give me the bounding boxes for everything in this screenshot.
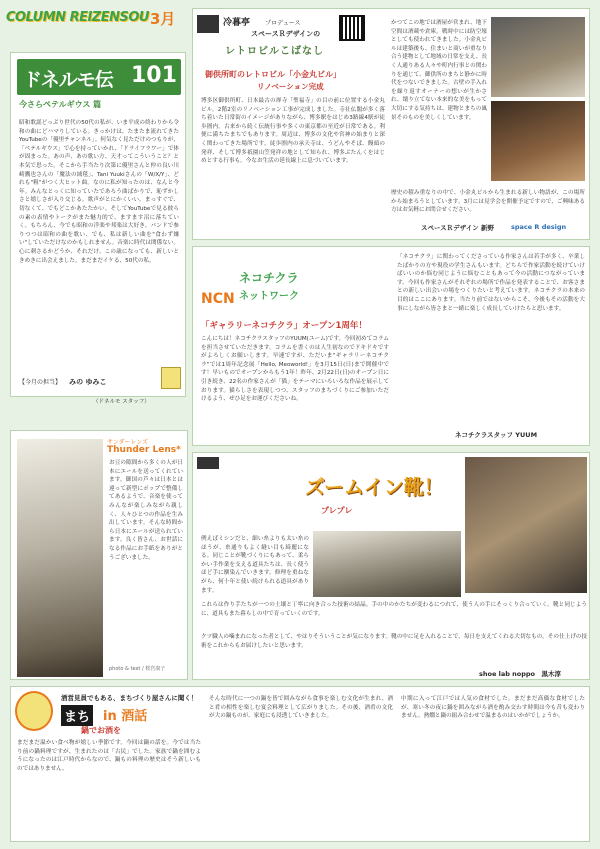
kicker: 酒営見員でもある、まちづくり屋さんに聞く！ <box>61 694 198 702</box>
design-label: スペースＲデザインの <box>251 30 321 38</box>
brand-tag <box>197 15 219 33</box>
credit: shoe lab noppo 黒木淳 <box>479 670 562 678</box>
column-machi-sake <box>10 686 590 842</box>
body-text-3: クツ職人の噛まれになった者として、やはりそういうことが気になります。靴の中に足を入れることで、毎日を支えてくれる大切なもの。その仕上げの技術をこれからもお届けしたいと思います。 <box>201 634 587 649</box>
body-text-2: これらは作り手たちが一つの土壌と丁寧に向き合った技術の結晶。手の中のかたちが変わるにつれて、使う人の手にそっくり合っていく。靴と同じように、道具もまた暮らしの中で育っていくのです。 <box>201 602 587 617</box>
body-text-2: 「ネコチクラ」に関わってくださっている作家さんは若手が多く、卒業したばかりの方や現役の学生さんもいます。どちらで作家活動を続けていけばいいのか悩む同じように悩むこともあって今の活動につながっています。今回も作家さんがそれぞれの場所で作品を発表することで、お客さまとの新しい出会いの場をつくりたいと考えています。ネコチクラの本来の目的はここにあります。当たり前ではないからこそ、今後もその活動を大事にしながら皆さまと一緒に楽しく成長していけたらと思います。 <box>397 254 585 312</box>
credit: スペースＲデザイン 新野 <box>421 224 494 232</box>
writer-name: みの ゆみこ <box>69 378 107 386</box>
writer-block <box>19 369 179 405</box>
column-neko-chikura <box>192 246 590 446</box>
column-retro-building <box>192 8 590 240</box>
series-number: 101 <box>131 63 177 88</box>
headline-2: リノベーション完成 <box>257 82 324 91</box>
body-text-2: そんな時代に一つの鍋を皆で囲みながら食事を楽しむ文化が生まれ、酒と肴の相性を楽しむ宴会料理として広がりました。その後、酒肴の文化が大の鍋ものが、家庭にも浸透していきました。 <box>209 696 393 720</box>
title-b: in 酒話 <box>103 709 148 724</box>
subtitle: 鍋でお酒を <box>81 726 121 735</box>
credit: ネコチクラスタッフ YUUM <box>455 431 538 439</box>
series-name: レトロビルこばなし <box>225 46 324 57</box>
brand-name: 冷暮亭 <box>223 18 251 28</box>
column-thunder-lens <box>10 430 188 680</box>
writer-role: （ドネルモ スタッフ） <box>93 399 150 405</box>
produce-label: プロデュース <box>265 20 301 27</box>
photo-credit: photo & text / 桜宮康子 <box>109 666 166 672</box>
body-text-1: まだまだ温かい食べ物が嬉しい季節です。今回は鍋の話を。今では当たり前の鍋料理ですが、生まれたのは「古民」でした。家族で鍋を囲むようになったのは江戸時代からなので、鍋もの料理の歴史はそう新しいものではありません。 <box>17 740 201 772</box>
subtitle: 今さらペテルギウス 篇 <box>19 100 102 109</box>
logo-sub: ネットワーク <box>239 291 299 302</box>
avatar <box>15 691 53 731</box>
space-r-logo: space R design <box>511 223 567 231</box>
masthead-month: 3月 <box>150 10 176 28</box>
body-text: 昭和歌謡どっぷり世代の50代の私が、いま平成の終わりから令和の曲にどハマりしている。きっかけは、たまたま流れてきたYouTubeの「優里チャンネル」。何気なく見ただけのつもりが、「ペテルギウス」で心を持っていかれ、「ドライフラワー」で体が固まった。あの声、あの歌い方、天才ってこういうこと？と本気で思った。そこから手当たり次第に優里さんと仲の良い川崎鷹也さんの「魔法の絨毯」、Tani Yuukiさんの「W/X/Y」、どれも"粗"がつく大ヒット曲。なのに私が知ったのは、なんと今年。みんなとっくに知っていたであろう曲ばかりで、恥ずかしさと嬉しさが入り交じる。歌声がとにかくいい。まっすぐで、切なくて、でもどこかあたたかい。そしてYouTubeで見る彼らの素の表情やトークがまた魅力的で、ますます沼に落ちていく。もちろん、今でも昭和の洋楽や邦楽は大好き。バンドで参りつつは昭和の曲を歌い、でも、私は新しい曲を"食わず嫌い"していただけなのかもしれません。音楽に時代は関係ない。心に刺さるかどうか、それだけ。この歳になっても、新しいときめきに出会えました。まだまだイケる、50代の私。 <box>19 120 179 264</box>
writer-label: 【今月の担当】 <box>19 379 62 386</box>
series-name: サンダーレンズ <box>107 439 149 446</box>
stair-photo <box>17 439 103 677</box>
body-text-2: かつてこの地では酒屋が営まれ、地下空間は酒蔵や倉庫。戦時中には防空壕としても使われてきました。小金丸ビルは建築後も、住まいと商いが重なり合う建物として地域の日常を支え、長く人通りある人々や町内行事との関わりを通じて、御供所のまちと静かに時代をつないできました。古壁の手入れを繰り返すオーナーの想いが生かされ、壊り立てない本来的な美をもって大切にする気持ちは、建物とまちの風景そのものを美しくしています。 <box>391 20 487 121</box>
building-photo-1 <box>491 17 585 97</box>
body-text-1: 博多区御供所町、日本最古の禅寺「聖福寺」の目の前に位置する小金丸ビル。2階2室のリノベーション工事が完成しました。寺社仏閣が多く落ち着いた日常街のイメージがありながら、博多駅をはじめ3路線4駅が徒歩圏内。古来から続く伝統行事や多くの東京都の至近が日常である。利便に満ちたまちでもあります。周辺は、博多の文化や宮神の始まりと深く関わってきた場所です。徒歩圏内の承天寺は、うどんやそば、饅頭の発祥、そして博多祇園山笠発祥の地として知られ、博多ぶたんくをはじめとする行事も。今なお生活の延長線上に息づいています。 <box>201 98 385 165</box>
title: ズームイン靴！ <box>305 475 444 499</box>
qr-code <box>339 15 365 41</box>
avatar <box>161 367 181 389</box>
logo-main: ネコチクラ <box>239 271 299 285</box>
subtitle: プレプレ <box>321 506 353 515</box>
body-text-1: 例えばミシンだと、細い糸よりも太い糸のほうが、糸通りもよく縫い目も綺麗になる。同じことが靴づくりにもあって、柔らかい手作業を支える道具たちは、長く使うほど手に馴染んでいきます。修理を重ねながら、何十年と使い続けられる道具があります。 <box>201 536 309 594</box>
headline: 御供所町のレトロビル「小金丸ビル」 <box>205 70 341 79</box>
logo-abbr: NCN <box>201 291 235 307</box>
body-text: お豆の隙間から多くの人が日本にエールを送ってくれています。御国の芦々は日本とは違って新型にポップで整備してあるようで、音楽を使ってみんなが楽しみながら親しく、人々ひとつの作品を生み出しています。そんな時間から日本にエールが送られています。良く皆さん、お世話になる作品にお手紙をありがとうございました。 <box>109 460 183 561</box>
series-title-box <box>17 59 181 95</box>
column-zoom-in-shoes <box>192 452 590 680</box>
series-title: Thunder Lens* <box>107 445 181 455</box>
body-text-3: 歴史の積み重なりの中で、小金丸ビルから生まれる新しい物語が、この場所から始まろうとしています。3月には見学会を開催予定ですので、ご興味ある方はお気軽にお問合せください。 <box>391 190 585 214</box>
body-text-1: こんにちは！ネコチクラスタッフのYUUM(ユーム)です。今回初めてコラムを担当させていただきます。コラムを書くのは人生初なのでドキドキですがよろしくお願いします。早速ですが、ただいま"ギャラリーネコチクラ"では1周年記念展「Hello, Meoworld!」を3月15日(日)まで開催中です！早いものでオープンからもう1年！昨年、2月22日(日)のオープン日に引き続き、22名の作家さんが「猫」をテーマにいろいろな作品を展示しております。猫らしさを表現しつつ、スタッフのまちづくりにご参加いただけるよう、ぜひ足をお運びくださいね。 <box>201 336 389 403</box>
series-title: ドネルモ伝 <box>23 69 113 91</box>
headline: 「ギャラリーネコチクラ」オープン1周年！ <box>201 321 367 331</box>
tools-photo <box>465 457 587 593</box>
title-a: まち <box>61 705 93 726</box>
masthead-logo: COLUMN REIZENSOU <box>6 10 149 25</box>
logo-box <box>197 457 219 469</box>
column-donerumo <box>10 52 186 405</box>
building-photo-2 <box>491 101 585 181</box>
tools-photo-2 <box>313 531 461 597</box>
body-text-3: 中期に入って江戸では人気の食材でした。まだまだ高価な食材でしたが、寒い冬の夜に鍋を囲みながら酒を酌み交わす時間は今も昔も変わりません。熱燗と鍋の組み合わせで温まるのはいかがでしょうか。 <box>401 696 585 720</box>
